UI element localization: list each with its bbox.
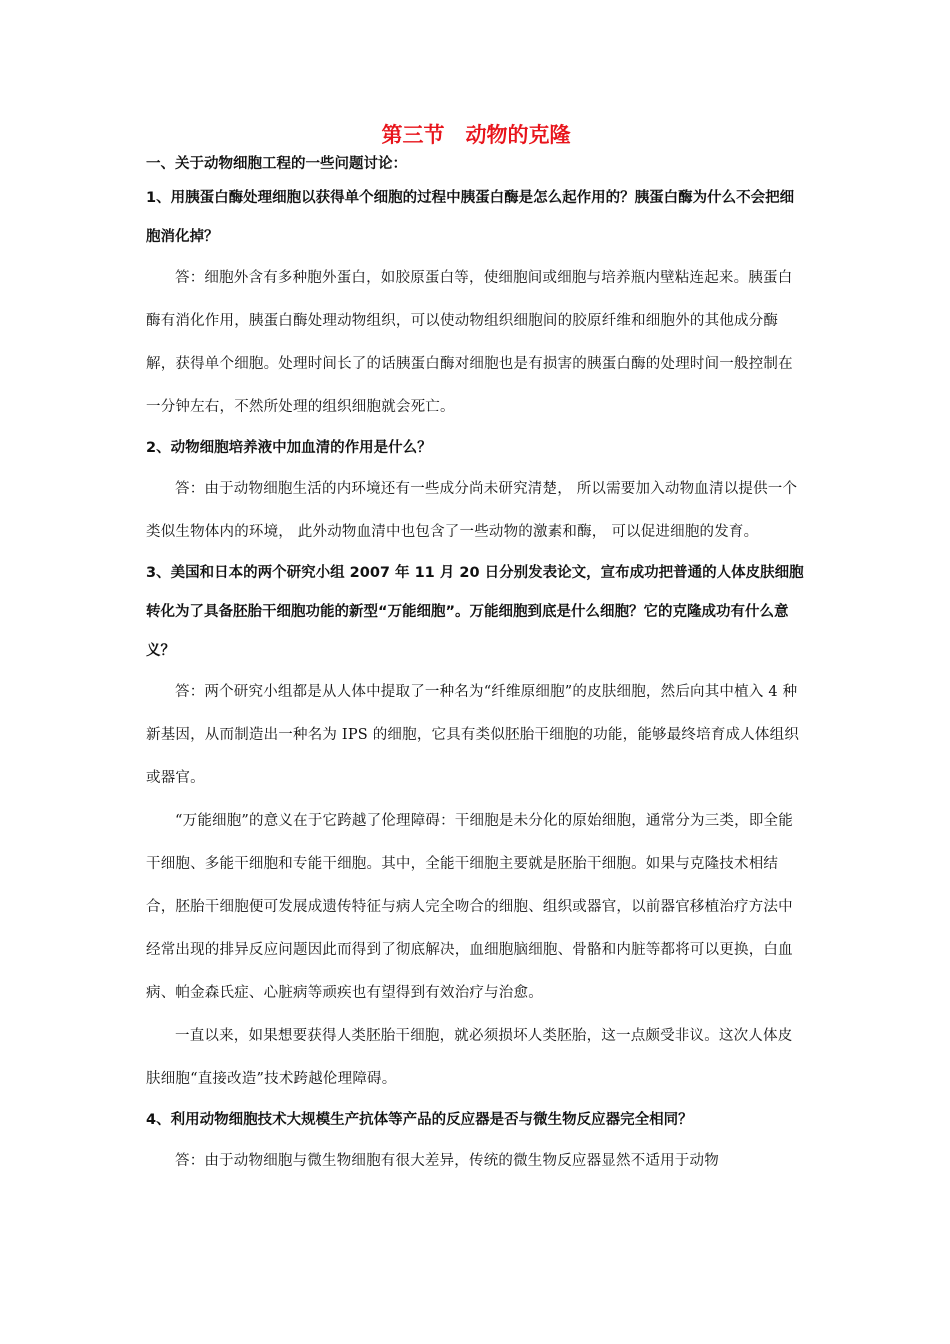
question-2: 2、动物细胞培养液中加血清的作用是什么？ [146, 440, 432, 456]
answer-2: 答：由于动物细胞生活的内环境还有一些成分尚未研究清楚， 所以需要加入动物血清以提供一个类似生物体内的环境， 此外动物血清中也包含了一些动物的激素和酶， 可以促进细胞的发育。 [146, 481, 798, 540]
question-3: 3、美国和日本的两个研究小组 2007 年 11 月 20 日分别发表论文，宣布成功把普通的人体皮肤细胞转化为了具备胚胎干细胞功能的新型“万能细胞”。万能细胞到底是什么细胞？它的克隆成功有什么意义？ [146, 565, 804, 659]
answer-3-paragraph-3: 一直以来，如果想要获得人类胚胎干细胞，就必须损坏人类胚胎，这一点颇受非议。这次人体皮肤细胞“直接改造”技术跨越伦理障碍。 [146, 1028, 793, 1087]
answer-1: 答：细胞外含有多种胞外蛋白，如胶原蛋白等，使细胞间或细胞与培养瓶内壁粘连起来。胰蛋白酶有消化作用，胰蛋白酶处理动物组织，可以使动物组织细胞间的胶原纤维和细胞外的其他成分酶解，获得单个细胞。处理时间长了的话胰蛋白酶对细胞也是有损害的胰蛋白酶的处理时间一般控制在一分钟左右，不然所处理的组织细胞就会死亡。 [146, 270, 793, 415]
answer-4: 答：由于动物细胞与微生物细胞有很大差异，传统的微生物反应器显然不适用于动物 [175, 1153, 719, 1169]
answer-3-paragraph-1: 答：两个研究小组都是从人体中提取了一种名为“纤维原细胞”的皮肤细胞，然后向其中植入 4 种新基因，从而制造出一种名为 IPS 的细胞，它具有类似胚胎干细胞的功能，能够最终培育成人体组织或器官。 [146, 684, 800, 786]
section-heading: 一、关于动物细胞工程的一些问题讨论： [146, 156, 407, 172]
document-page [146, 118, 806, 1183]
question-4: 4、利用动物细胞技术大规模生产抗体等产品的反应器是否与微生物反应器完全相同？ [146, 1112, 693, 1128]
question-1: 1、用胰蛋白酶处理细胞以获得单个细胞的过程中胰蛋白酶是怎么起作用的？胰蛋白酶为什么不会把细胞消化掉？ [146, 190, 795, 245]
document-title: 第三节 动物的克隆 [381, 123, 571, 147]
answer-3-paragraph-2: “万能细胞”的意义在于它跨越了伦理障碍：干细胞是未分化的原始细胞，通常分为三类，即全能干细胞、多能干细胞和专能干细胞。其中，全能干细胞主要就是胚胎干细胞。如果与克隆技术相结合，胚胎干细胞便可发展成遗传特征与病人完全吻合的细胞、组织或器官，以前器官移植治疗方法中经常出现的排异反应问题因此而得到了彻底解决，血细胞脑细胞、骨骼和内脏等都将可以更换，白血病、帕金森氏症、心脏病等顽疾也有望得到有效治疗与治愈。 [146, 813, 793, 1001]
